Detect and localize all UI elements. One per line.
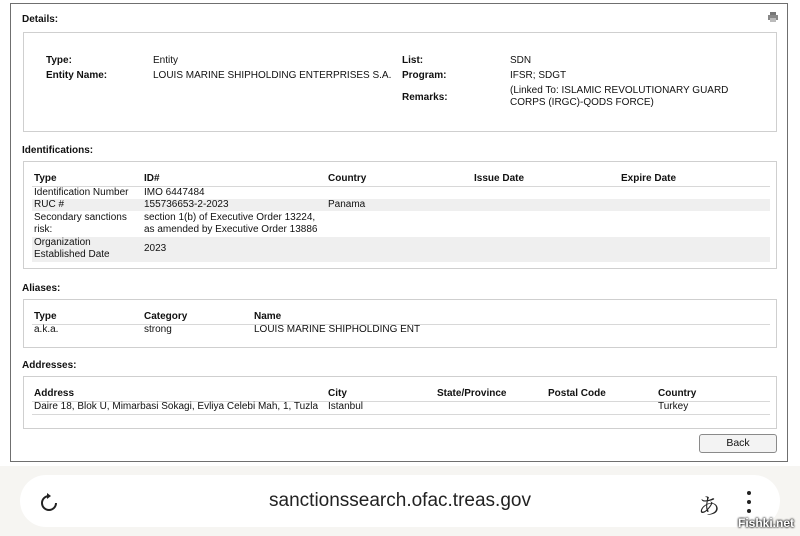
id-row-type: Identification Number [34, 187, 129, 198]
id-row-type-cont: risk: [34, 224, 53, 235]
addr-row-address: Daire 18, Blok U, Mimarbasi Sokagi, Evliya Celebi Mah, 1, Tuzla [34, 401, 319, 412]
watermark: Fishki.net [737, 516, 794, 530]
addr-row-country: Turkey [658, 401, 689, 412]
addr-row-divider [32, 414, 770, 415]
addr-header-state: State/Province [437, 388, 507, 399]
id-row-country: Panama [328, 199, 366, 210]
remarks-value-line1: (Linked To: ISLAMIC REVOLUTIONARY GUARD [510, 85, 729, 96]
alias-row-type: a.k.a. [34, 324, 59, 335]
addr-header-address: Address [34, 388, 75, 399]
id-row-id-cont: as amended by Executive Order 13886 [144, 224, 318, 235]
addresses-box [23, 376, 777, 429]
id-row-type: Secondary sanctions [34, 212, 127, 223]
id-row-type: RUC # [34, 199, 65, 210]
back-button[interactable]: Back [699, 434, 777, 453]
id-row-id: IMO 6447484 [144, 187, 205, 198]
print-icon[interactable] [767, 11, 779, 23]
entity-name-label: Entity Name: [46, 70, 108, 81]
remarks-label: Remarks: [402, 92, 448, 103]
aliases-box [23, 299, 777, 348]
addr-row-city: Istanbul [328, 401, 364, 412]
list-label: List: [402, 55, 424, 66]
alias-header-category: Category [144, 311, 188, 322]
program-label: Program: [402, 70, 447, 81]
id-header-id: ID# [144, 173, 160, 184]
type-value: Entity [153, 55, 179, 66]
remarks-value-line2: CORPS (IRGC)-QODS FORCE) [510, 97, 654, 108]
sanction-details-panel [10, 3, 788, 462]
id-row-id: 2023 [144, 243, 167, 254]
alias-row-category: strong [144, 324, 172, 335]
zebra-stripe [32, 237, 770, 262]
kebab-menu-icon[interactable] [746, 488, 752, 516]
id-row-id: section 1(b) of Executive Order 13224, [144, 212, 316, 223]
addresses-section-title: Addresses: [22, 360, 77, 371]
alias-row-name: LOUIS MARINE SHIPHOLDING ENT [254, 324, 421, 335]
id-header-divider [32, 186, 770, 187]
list-value: SDN [510, 55, 532, 66]
id-header-issue-date: Issue Date [474, 173, 525, 184]
id-row-type-cont: Established Date [34, 249, 110, 260]
entity-name-value: LOUIS MARINE SHIPHOLDING ENTERPRISES S.A. [153, 70, 392, 81]
id-header-type: Type [34, 173, 57, 184]
details-section-title: Details: [22, 14, 59, 25]
id-row-type: Organization [34, 237, 91, 248]
alias-header-name: Name [254, 311, 282, 322]
program-value: IFSR; SDGT [510, 70, 567, 81]
id-header-country: Country [328, 173, 367, 184]
aliases-section-title: Aliases: [22, 283, 61, 294]
browser-url-bar [0, 466, 800, 536]
url-text[interactable]: sanctionssearch.ofac.treas.gov [269, 490, 531, 511]
identifications-box [23, 161, 777, 269]
id-header-expire-date: Expire Date [621, 173, 677, 184]
addr-header-country: Country [658, 388, 697, 399]
details-box [23, 32, 777, 132]
alias-header-type: Type [34, 311, 57, 322]
type-label: Type: [46, 55, 72, 66]
identifications-section-title: Identifications: [22, 145, 94, 156]
addr-header-postal-code: Postal Code [548, 388, 606, 399]
id-row-id: 155736653-2-2023 [144, 199, 229, 210]
translate-icon[interactable]: あ [698, 494, 721, 519]
zebra-stripe [32, 199, 770, 211]
addr-header-city: City [328, 388, 347, 399]
